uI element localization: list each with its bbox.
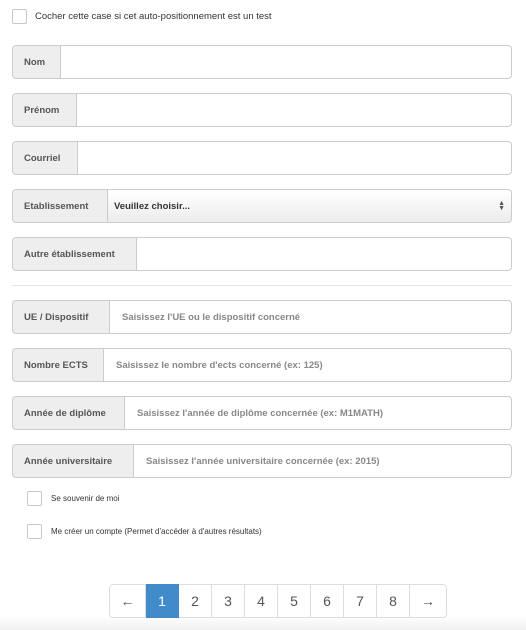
prenom-input[interactable] (76, 93, 512, 127)
page-link-2[interactable]: 2 (179, 584, 212, 618)
create-account-label: Me créer un compte (Permet d'accéder à d'autres résultats) (51, 527, 262, 536)
ects-group (12, 348, 512, 382)
diplome-input[interactable] (124, 396, 512, 430)
prenom-label: Prénom (12, 93, 76, 127)
section-divider (12, 285, 512, 286)
etablissement-group (12, 189, 512, 223)
courriel-input[interactable] (77, 141, 512, 175)
diplome-label: Année de diplôme (12, 396, 124, 430)
page-link-6[interactable]: 6 (311, 584, 344, 618)
autre-etablissement-label: Autre établissement (12, 237, 136, 271)
page-link-8[interactable]: 8 (377, 584, 410, 618)
etablissement-selected-value: Veuillez choisir... (114, 200, 191, 212)
ue-label: UE / Dispositif (12, 300, 109, 334)
ects-label: Nombre ECTS (12, 348, 103, 382)
create-account-row (27, 524, 262, 539)
diplome-group (12, 396, 512, 430)
nom-group (12, 45, 512, 79)
remember-label: Se souvenir de moi (51, 494, 120, 503)
ue-group (12, 300, 512, 334)
page-link-5[interactable]: 5 (278, 584, 311, 618)
pagination-prev-arrow-icon[interactable]: ← (109, 584, 146, 618)
pagination (109, 584, 447, 618)
courriel-label: Courriel (12, 141, 77, 175)
test-checkbox[interactable] (12, 9, 27, 24)
bottom-shadow (0, 616, 526, 630)
page-link-7[interactable]: 7 (344, 584, 377, 618)
etablissement-select[interactable] (107, 189, 512, 223)
page-link-4[interactable]: 4 (245, 584, 278, 618)
autre-etablissement-input[interactable] (136, 237, 512, 271)
ects-input[interactable] (103, 348, 512, 382)
ue-input[interactable] (109, 300, 512, 334)
annee-universitaire-input[interactable] (133, 444, 512, 478)
remember-checkbox[interactable] (27, 491, 42, 506)
remember-row (27, 491, 119, 506)
test-checkbox-row (12, 9, 272, 24)
courriel-group (12, 141, 512, 175)
annee-universitaire-group (12, 444, 512, 478)
select-arrows-icon: ▲ ▼ (498, 200, 505, 212)
nom-label: Nom (12, 45, 60, 79)
nom-input[interactable] (60, 45, 512, 79)
test-checkbox-label: Cocher cette case si cet auto-positionnement est un test (35, 11, 272, 22)
autre-etablissement-group (12, 237, 512, 271)
annee-universitaire-label: Année universitaire (12, 444, 133, 478)
page-link-3[interactable]: 3 (212, 584, 245, 618)
create-account-checkbox[interactable] (27, 524, 42, 539)
prenom-group (12, 93, 512, 127)
etablissement-label: Etablissement (12, 189, 107, 223)
page-link-1[interactable]: 1 (146, 584, 179, 618)
pagination-next-arrow-icon[interactable]: → (410, 584, 447, 618)
